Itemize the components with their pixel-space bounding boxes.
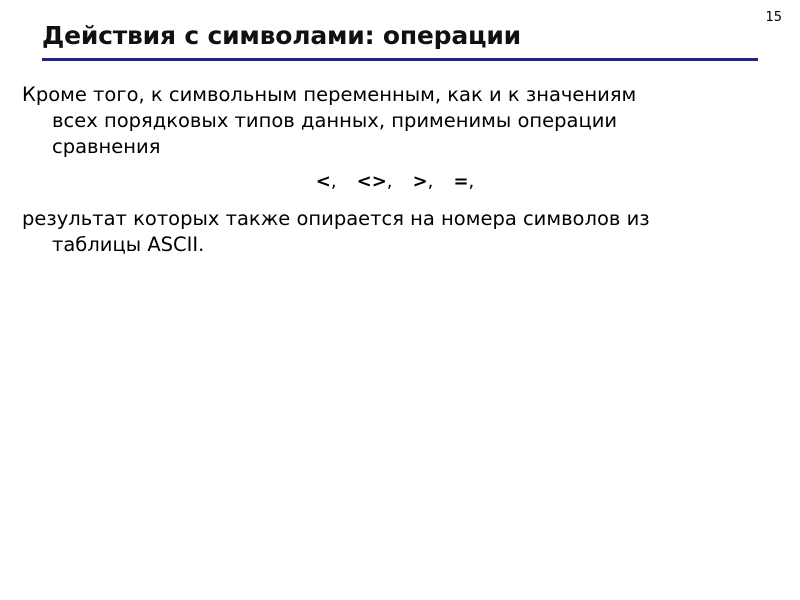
operation-separator-2: , — [386, 170, 393, 192]
operation-greater-than: > — [412, 170, 428, 192]
operation-separator-4: , — [468, 170, 475, 192]
paragraph-intro — [22, 82, 768, 160]
title-block — [42, 22, 758, 61]
operation-less-than: < — [315, 170, 331, 192]
operation-separator-3: , — [427, 170, 434, 192]
page-title: Действия с символами: операции — [42, 21, 521, 50]
paragraph-intro-line-2: всех порядковых типов данных, применимы операции — [52, 108, 618, 132]
operations-list — [22, 170, 768, 192]
paragraph-intro-line-1: Кроме того, к символьным переменным, как и к значениям — [22, 83, 637, 106]
operation-separator-1: , — [330, 170, 337, 192]
paragraph-result-line-2: таблицы ASCII. — [52, 232, 205, 256]
slide-number: 15 — [765, 10, 782, 25]
title-underline-rule — [42, 58, 758, 61]
paragraph-result-line-1: результат которых также опирается на номера символов из — [22, 206, 650, 230]
operation-not-equal: <> — [356, 170, 387, 192]
paragraph-intro-line-3: сравнения — [52, 134, 161, 158]
paragraph-result — [22, 206, 768, 258]
operation-equal: = — [453, 170, 469, 192]
slide-body — [22, 82, 768, 258]
